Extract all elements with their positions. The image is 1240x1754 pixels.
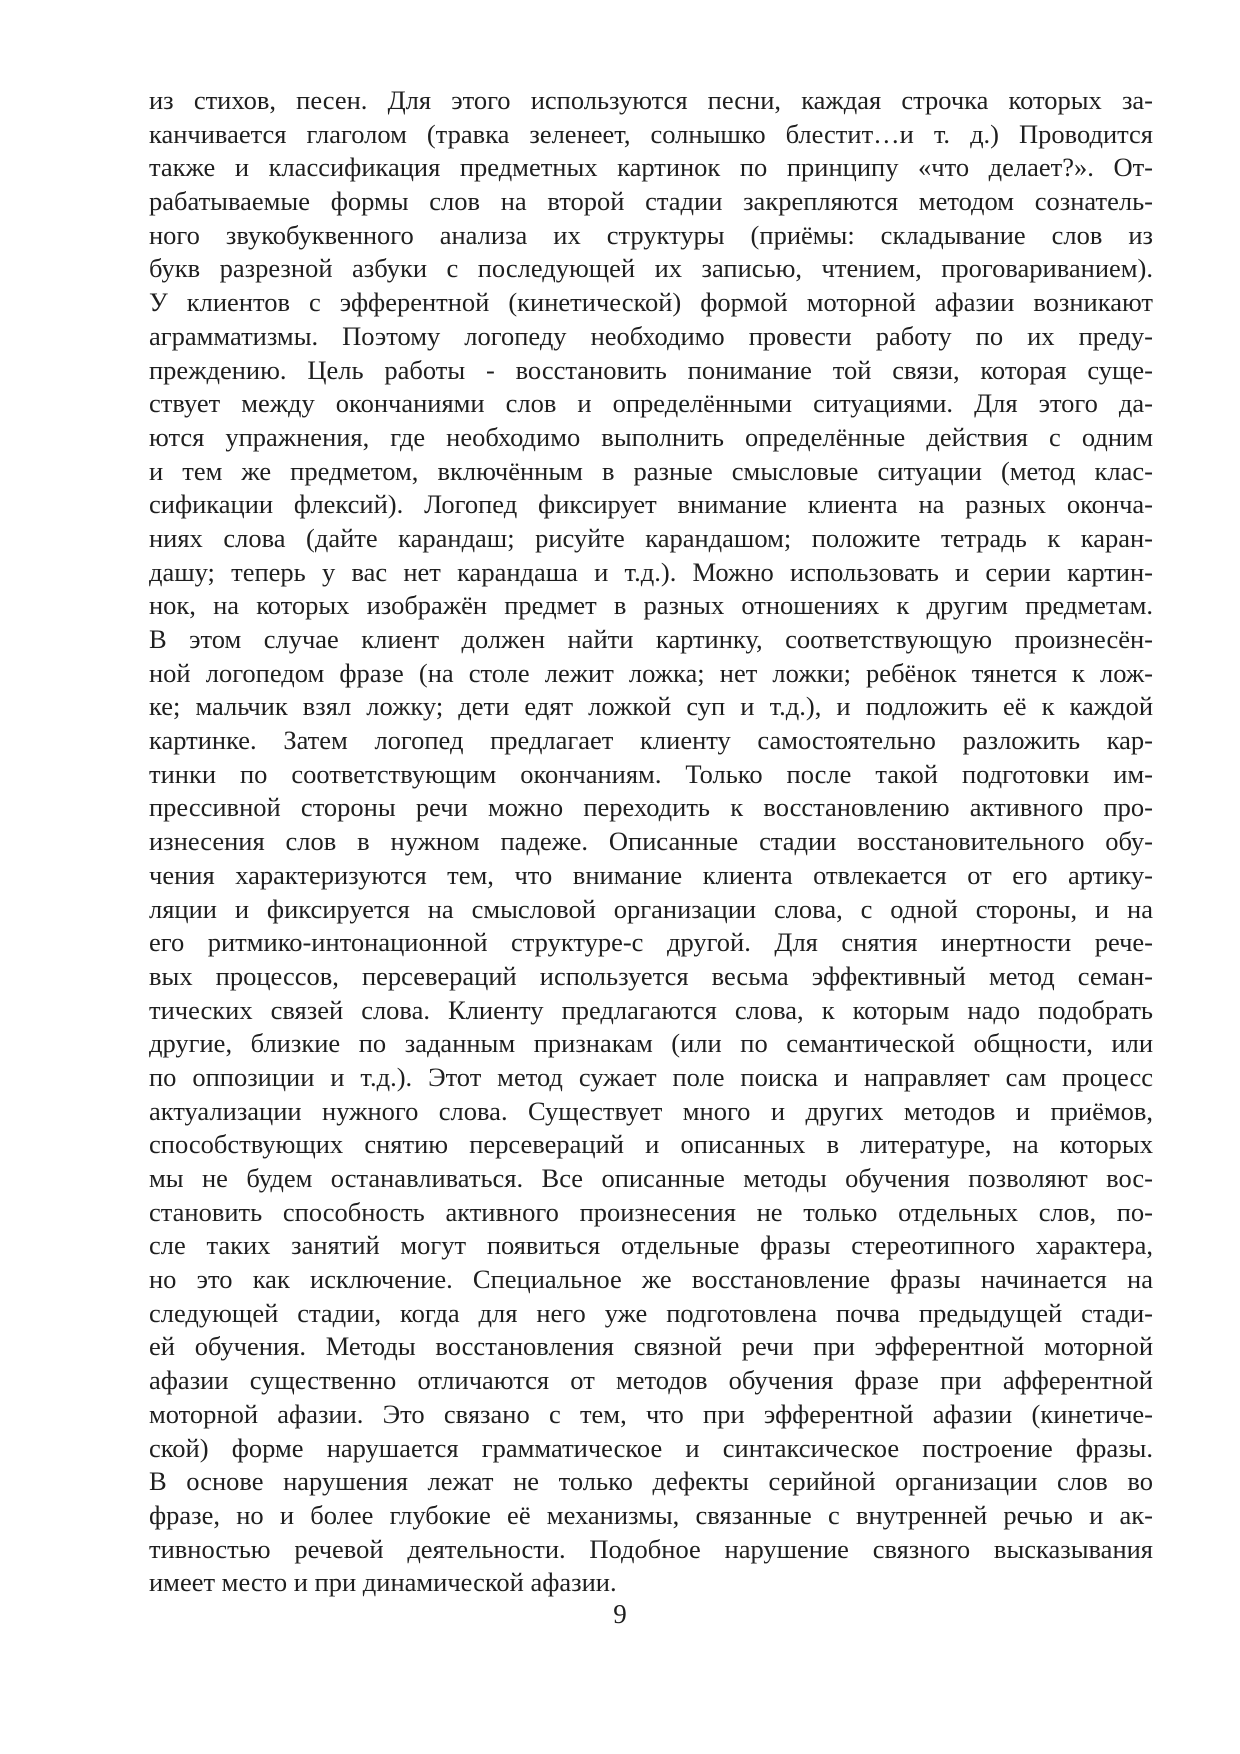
text-line: аграмматизмы. Поэтому логопеду необходимо провести работу по их преду- xyxy=(149,320,1153,351)
text-line: ниях слова (дайте карандаш; рисуйте карандашом; положите тетрадь к каран- xyxy=(149,522,1153,553)
text-line: также и классификация предметных картинок по принципу «что делает?». От- xyxy=(149,152,1153,183)
text-line: становить способность активного произнесения не только отдельных слов, по- xyxy=(149,1196,1153,1227)
text-line: У клиентов с эфферентной (кинетической) формой моторной афазии возникают xyxy=(149,287,1153,318)
text-line: тических связей слова. Клиенту предлагаются слова, к которым надо подобрать xyxy=(149,994,1153,1025)
text-line: способствующих снятию персевераций и описанных в литературе, на которых xyxy=(149,1129,1153,1160)
text-line: актуализации нужного слова. Существует много и других методов и приёмов, xyxy=(149,1095,1153,1126)
text-line: ской) форме нарушается грамматическое и синтаксическое построение фразы. xyxy=(149,1432,1153,1463)
text-line: рабатываемые формы слов на второй стадии закрепляются методом сознатель- xyxy=(149,186,1153,217)
text-line: ей обучения. Методы восстановления связной речи при эфферентной моторной xyxy=(149,1331,1153,1362)
text-line: по оппозиции и т.д.). Этот метод сужает поле поиска и направляет сам процесс xyxy=(149,1061,1153,1092)
text-line: тивностью речевой деятельности. Подобное нарушение связного высказывания xyxy=(149,1533,1153,1564)
text-line: нок, на которых изображён предмет в разных отношениях к другим предметам. xyxy=(149,590,1153,621)
text-line: преждению. Цель работы - восстановить понимание той связи, которая суще- xyxy=(149,354,1153,385)
text-line: ной логопедом фразе (на столе лежит ложка; нет ложки; ребёнок тянется к лож- xyxy=(149,657,1153,688)
text-line: сле таких занятий могут появиться отдельные фразы стереотипного характера, xyxy=(149,1230,1153,1261)
text-line: букв разрезной азбуки с последующей их записью, чтением, проговариванием). xyxy=(149,253,1153,284)
text-line: моторной афазии. Это связано с тем, что при эфферентной афазии (кинетиче- xyxy=(149,1398,1153,1429)
text-line: другие, близкие по заданным признакам (или по семантической общности, или xyxy=(149,1028,1153,1059)
text-line: ются упражнения, где необходимо выполнить определённые действия с одним xyxy=(149,421,1153,452)
text-line: канчивается глаголом (травка зеленеет, солнышко блестит…и т. д.) Проводится xyxy=(149,118,1153,149)
text-line: ляции и фиксируется на смысловой организации слова, с одной стороны, и на xyxy=(149,893,1153,924)
text-line: ного звукобуквенного анализа их структуры (приёмы: складывание слов из xyxy=(149,219,1153,250)
text-line: афазии существенно отличаются от методов обучения фразе при афферентной xyxy=(149,1365,1153,1396)
text-line: и тем же предметом, включённым в разные смысловые ситуации (метод клас- xyxy=(149,455,1153,486)
text-line: тинки по соответствующим окончаниям. Только после такой подготовки им- xyxy=(149,758,1153,789)
text-line: картинке. Затем логопед предлагает клиенту самостоятельно разложить кар- xyxy=(149,725,1153,756)
text-line: дашу; теперь у вас нет карандаша и т.д.). Можно использовать и серии картин- xyxy=(149,556,1153,587)
text-line: имеет место и при динамической афазии. xyxy=(149,1567,617,1598)
body-text xyxy=(149,84,1153,1600)
text-line: но это как исключение. Специальное же восстановление фразы начинается на xyxy=(149,1264,1153,1295)
text-line: ке; мальчик взял ложку; дети едят ложкой суп и т.д.), и подложить её к каждой xyxy=(149,691,1153,722)
page-number: 9 xyxy=(613,1599,627,1629)
text-line: чения характеризуются тем, что внимание клиента отвлекается от его артику- xyxy=(149,859,1153,890)
text-line: из стихов, песен. Для этого используются песни, каждая строчка которых за- xyxy=(149,85,1153,115)
text-line: ствует между окончаниями слов и определёнными ситуациями. Для этого да- xyxy=(149,388,1153,419)
text-line: его ритмико-интонационной структуре-с другой. Для снятия инертности рече- xyxy=(149,927,1153,958)
text-line: прессивной стороны речи можно переходить к восстановлению активного про- xyxy=(149,792,1153,823)
text-line: В основе нарушения лежат не только дефекты серийной организации слов во xyxy=(149,1466,1153,1497)
text-line: вых процессов, персевераций используется весьма эффективный метод семан- xyxy=(149,960,1153,991)
text-line: сификации флексий). Логопед фиксирует внимание клиента на разных оконча- xyxy=(149,489,1153,520)
text-line: изнесения слов в нужном падеже. Описанные стадии восстановительного обу- xyxy=(149,826,1153,857)
text-line: В этом случае клиент должен найти картинку, соответствующую произнесён- xyxy=(149,624,1153,654)
text-line: мы не будем останавливаться. Все описанные методы обучения позволяют вос- xyxy=(149,1163,1153,1193)
text-line: фразе, но и более глубокие её механизмы, связанные с внутренней речью и ак- xyxy=(149,1499,1153,1530)
text-line: следующей стадии, когда для него уже подготовлена почва предыдущей стади- xyxy=(149,1297,1153,1328)
